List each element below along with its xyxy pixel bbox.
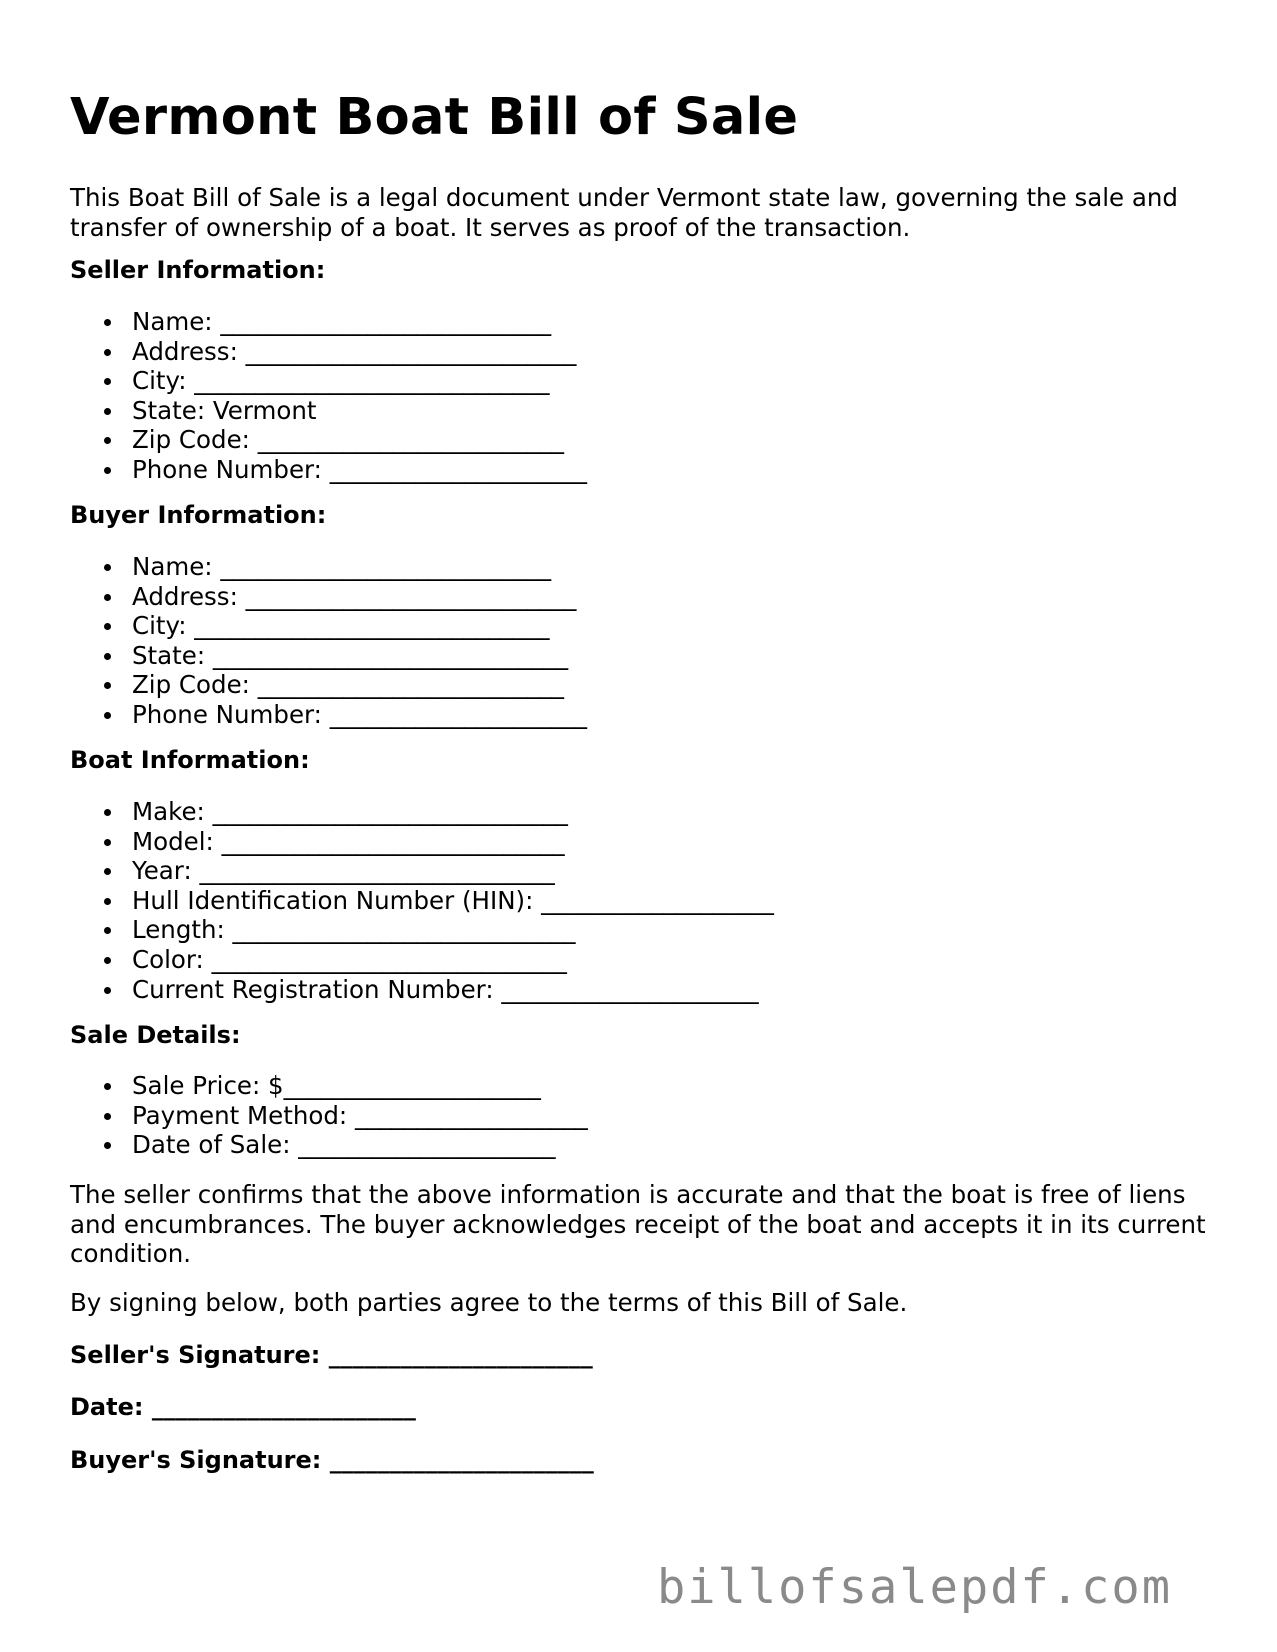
boat-registration-field: Current Registration Number: _____________________ (132, 975, 774, 1005)
buyer-phone-field: Phone Number: _____________________ (132, 699, 587, 729)
buyer-zip-field: Zip Code: _________________________ (132, 670, 587, 700)
seller-zip-field: Zip Code: _________________________ (132, 425, 587, 455)
buyer-fields-list (70, 552, 587, 730)
sale-date-field: Date of Sale: _____________________ (132, 1130, 588, 1160)
date-signature-line: Date: ______________________ (70, 1393, 416, 1421)
boat-model-field: Model: ____________________________ (132, 827, 774, 857)
document-title: Vermont Boat Bill of Sale (70, 88, 799, 147)
seller-signature-line: Seller's Signature: ______________________ (70, 1341, 593, 1369)
boat-year-field: Year: _____________________________ (132, 856, 774, 886)
buyer-address-field: Address: ___________________________ (132, 582, 587, 612)
payment-method-field: Payment Method: ___________________ (132, 1100, 588, 1130)
buyer-heading: Buyer Information: (70, 501, 327, 529)
sale-price-field: Sale Price: $_____________________ (132, 1071, 588, 1101)
boat-make-field: Make: _____________________________ (132, 797, 774, 827)
boat-length-field: Length: ____________________________ (132, 915, 774, 945)
sale-fields-list (70, 1071, 588, 1160)
buyer-signature-line: Buyer's Signature: ______________________ (70, 1446, 594, 1474)
buyer-state-field: State: _____________________________ (132, 641, 587, 671)
seller-heading: Seller Information: (70, 256, 326, 284)
sale-heading: Sale Details: (70, 1021, 241, 1049)
agreement-paragraph: By signing below, both parties agree to the terms of this Bill of Sale. (70, 1288, 908, 1317)
boat-heading: Boat Information: (70, 746, 310, 774)
site-watermark: billofsalepdf.com (656, 1560, 1172, 1615)
seller-phone-field: Phone Number: _____________________ (132, 454, 587, 484)
seller-state-field: State: Vermont (132, 396, 587, 426)
boat-color-field: Color: _____________________________ (132, 945, 774, 975)
boat-fields-list (70, 797, 774, 1004)
buyer-name-field: Name: ___________________________ (132, 552, 587, 582)
buyer-city-field: City: _____________________________ (132, 611, 587, 641)
seller-name-field: Name: ___________________________ (132, 307, 587, 337)
seller-city-field: City: _____________________________ (132, 366, 587, 396)
intro-paragraph: This Boat Bill of Sale is a legal document under Vermont state law, governing the sale and transfer of ownership of a boat. It serves as proof of the transaction. (70, 183, 1178, 242)
seller-fields-list (70, 307, 587, 485)
confirmation-paragraph: The seller confirms that the above information is accurate and that the boat is free of liens and encumbrances. The buyer acknowledges receipt of the boat and accepts it in its current condition. (70, 1180, 1206, 1268)
seller-address-field: Address: ___________________________ (132, 337, 587, 367)
boat-hin-field: Hull Identification Number (HIN): ___________________ (132, 885, 774, 915)
